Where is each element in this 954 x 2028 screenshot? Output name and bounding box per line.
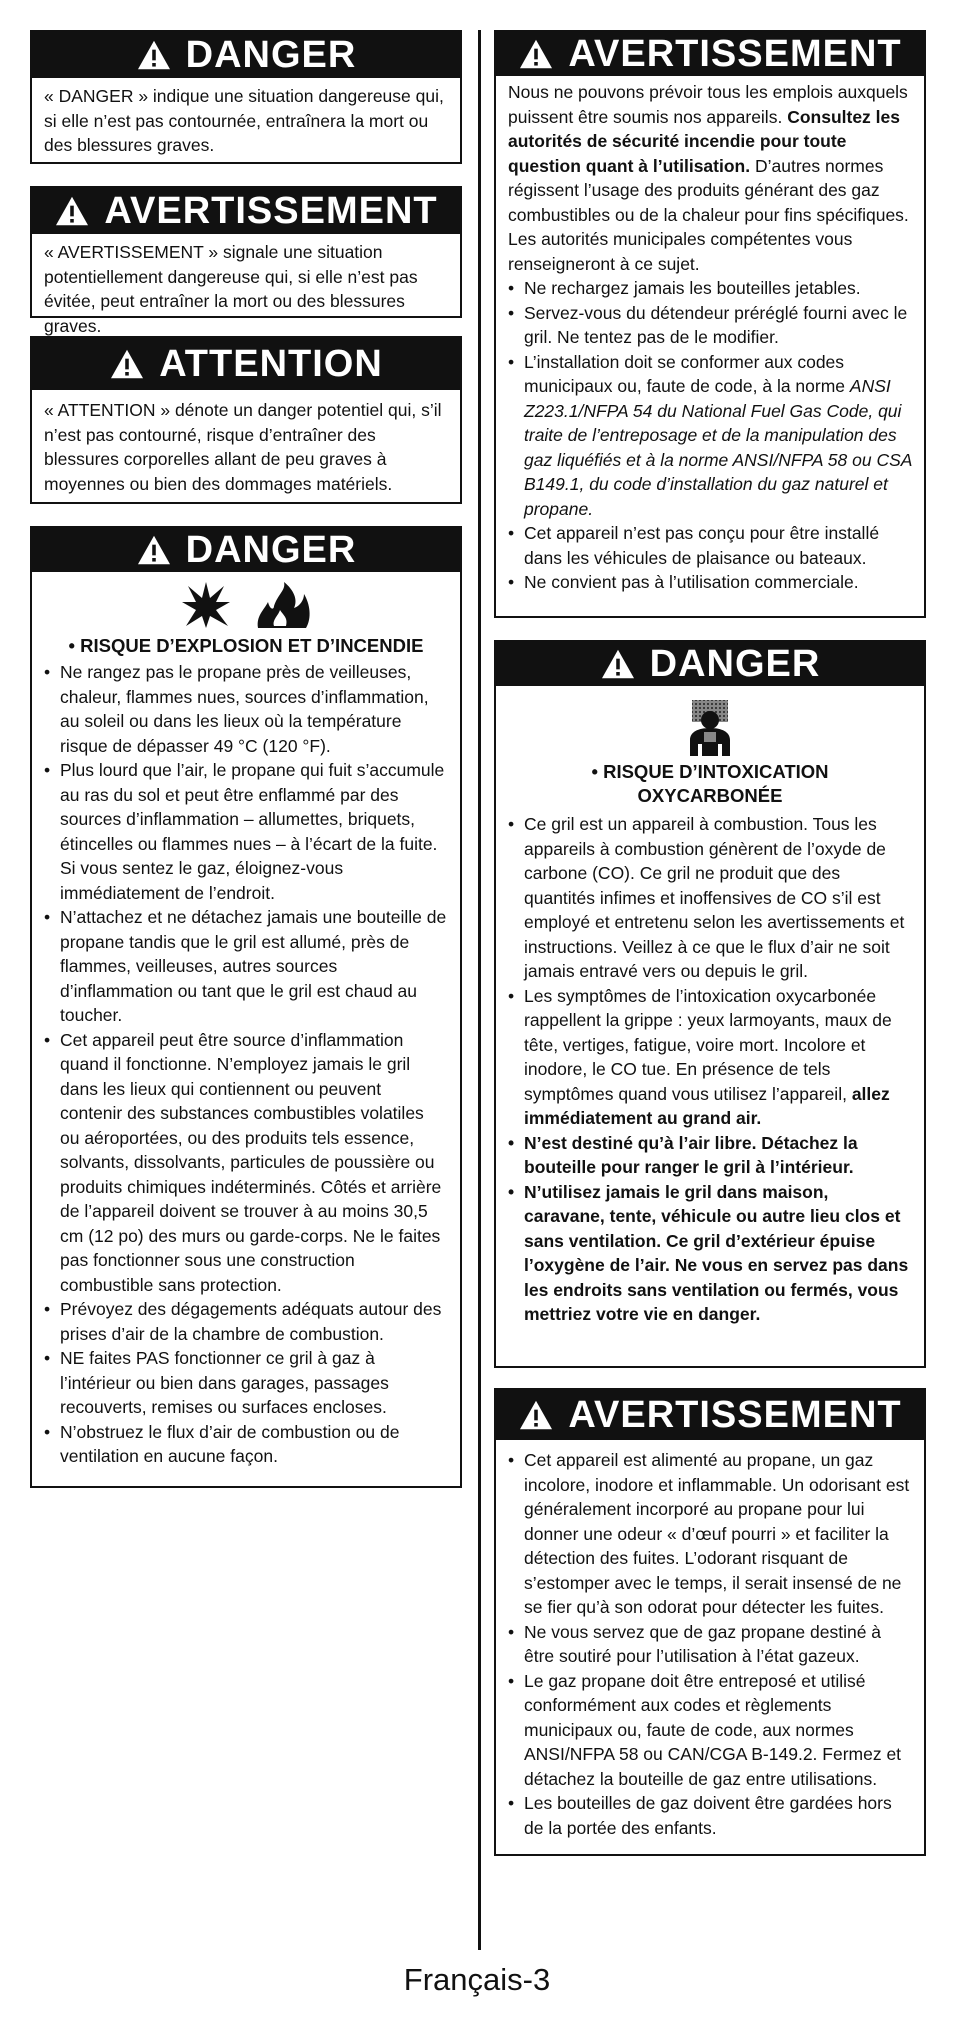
danger-title: DANGER — [649, 642, 821, 685]
danger-header — [32, 528, 460, 572]
list-item: • Ne rechargez jamais les bouteilles jetables. — [508, 276, 912, 301]
list-item: • Ne convient pas à l’utilisation commerciale. — [508, 570, 912, 595]
warning-title: AVERTISSEMENT — [568, 1393, 902, 1436]
explosion-fire-risk-heading: • RISQUE D’EXPLOSION ET D’INCENDIE — [68, 635, 424, 656]
warning-title: AVERTISSEMENT — [104, 189, 438, 232]
danger-header — [32, 32, 460, 78]
danger-title: DANGER — [185, 33, 357, 76]
danger-definition-text — [32, 78, 460, 166]
list-item: • Ne vous servez que de gaz propane destiné à être soutiré pour l’utilisation à l’état gazeux. — [508, 1620, 912, 1669]
warning-triangle-icon — [136, 534, 172, 566]
danger-title: DANGER — [185, 528, 357, 571]
list-item: • Les symptômes de l’intoxication oxycarbonée rappellent la grippe : yeux larmoyants, maux de tête, vertiges, fatigue, voire mort. Incolore et inodore, le CO tue. En présence de tels symptômes quand vous utilisez l’appareil, allez immédiatement au grand air. — [508, 984, 912, 1131]
caution-header — [32, 338, 460, 390]
carbon-monoxide-person-icon — [678, 694, 742, 758]
warning-usage-box — [494, 30, 926, 618]
hazard-icons — [32, 572, 460, 634]
warning-title: AVERTISSEMENT — [568, 32, 902, 75]
caution-title: ATTENTION — [159, 342, 383, 385]
warning-header — [496, 1390, 924, 1440]
hazard-icons — [496, 686, 924, 760]
caution-definition: « ATTENTION » dénote un danger potentiel qui, s’il n’est pas contourné, risque d’entraîner des blessures corporelles allant de peu graves à moyennes ou bien des dommages matériels. — [44, 400, 442, 494]
danger-explosion-fire-box — [30, 526, 462, 1488]
warning-notice-definition — [30, 186, 462, 336]
warning-triangle-icon — [54, 195, 90, 227]
caution-definition-text — [32, 390, 460, 504]
list-item: • NE faites PAS fonctionner ce gril à gaz à l’intérieur ou bien dans garages, passages recouverts, remises ou surfaces encloses. — [44, 1346, 448, 1420]
list-item: • Plus lourd que l’air, le propane qui fuit s’accumule au ras du sol et peut être enflammé par des sources d’inflammation – allumettes, briquets, étincelles ou flammes nues – à l’écart de la fuite. Si vous sentez le gaz, éloignez-vous immédiatement de l’endroit. — [44, 758, 448, 905]
list-item: • Les bouteilles de gaz doivent être gardées hors de la portée des enfants. — [508, 1791, 912, 1840]
warning-triangle-icon — [518, 38, 554, 70]
propane-warning-list — [496, 1440, 924, 1848]
danger-notice-definition — [30, 30, 462, 164]
warning-triangle-icon — [136, 39, 172, 71]
list-item: • N’est destiné qu’à l’air libre. Détachez la bouteille pour ranger le gril à l’intérieur. — [508, 1131, 912, 1180]
warning-triangle-icon — [109, 348, 145, 380]
warning-usage-text — [496, 76, 924, 603]
column-divider — [478, 30, 481, 1950]
explosion-fire-risk-list — [32, 658, 460, 1477]
list-item: • Cet appareil n’est pas conçu pour être installé dans les véhicules de plaisance ou bateaux. — [508, 521, 912, 570]
warning-definition-text — [32, 234, 460, 346]
list-item: • Prévoyez des dégagements adéquats autour des prises d’air de la chambre de combustion. — [44, 1297, 448, 1346]
usage-intro: Nous ne pouvons prévoir tous les emplois auxquels puissent être soumis nos appareils. Consultez les autorités de sécurité incendie pour toute question quant à l’utilisation. D’autres normes régissent l’usage des produits générant des gaz combustibles ou de la chaleur pour fins spécifiques. Les autorités municipales compétentes vous renseigneront à ce sujet. — [508, 82, 909, 274]
list-item: • Cet appareil peut être source d’inflammation quand il fonctionne. N’employez jamais le gril dans les lieux qui contiennent ou peuvent contenir des substances combustibles volatiles ou aéroportées, ou des produits tels essence, solvants, dissolvants, particules de poussière ou produits chimiques indéterminés. Côtés et arrière de l’appareil doivent se trouver à au moins 30,5 cm (12 po) des murs ou garde-corps. Ne le faites pas fonctionner sous une construction combustible sans protection. — [44, 1028, 448, 1298]
list-item: • L’installation doit se conformer aux codes municipaux ou, faute de code, à la norme ANSI Z223.1/NFPA 54 du National Fuel Gas Code, qui traite de l’entreposage et de la manipulation des gaz liquéfiés et à la norme ANSI/NFPA 58 ou CSA B149.1, du code d’installation du gaz naturel et propane. — [508, 350, 912, 522]
danger-carbon-monoxide-box — [494, 640, 926, 1368]
list-item: • N’utilisez jamais le gril dans maison, caravane, tente, véhicule ou autre lieu clos et sans ventilation. Ce gril d’extérieur épuise l’oxygène de l’air. Ne vous en servez pas dans les endroits sans ventilation ou fermés, vous mettriez votre vie en danger. — [508, 1180, 912, 1327]
list-item: • Ne rangez pas le propane près de veilleuses, chaleur, flammes nues, sources d’inflammation, au soleil ou dans les lieux où la température risque de dépasser 49 °C (120 °F). — [44, 660, 448, 758]
fire-icon — [254, 580, 312, 630]
page-label: Français-3 — [403, 1962, 551, 1997]
warning-triangle-icon — [518, 1399, 554, 1431]
danger-definition: « DANGER » indique une situation dangereuse qui, si elle n’est pas contournée, entraînera la mort ou des blessures graves. — [44, 86, 444, 155]
list-item: • Ce gril est un appareil à combustion. Tous les appareils à combustion génèrent de l’oxyde de carbone (CO). Ce gril ne produit que des quantités infimes et inoffensives de CO s’il est employé et entretenu selon les avertissements et instructions. Veillez à ce que le flux d’air ne soit jamais entravé vers ou depuis le gril. — [508, 812, 912, 984]
warning-header — [496, 32, 924, 76]
warning-header — [32, 188, 460, 234]
danger-header — [496, 642, 924, 686]
list-item: • N’obstruez le flux d’air de combustion ou de ventilation en aucune façon. — [44, 1420, 448, 1469]
explosion-icon — [180, 580, 232, 630]
warning-triangle-icon — [600, 648, 636, 680]
list-item: • Cet appareil est alimenté au propane, un gaz incolore, inodore et inflammable. Un odorisant est généralement incorporé au propane pour lui donner une odeur « d’œuf pourri » et faciliter la détection des fuites. L’odorant risquant de s’estomper avec le temps, il serait insensé de ne se fier qu’à son odorat pour détecter les fuites. — [508, 1448, 912, 1620]
co-risk-list — [496, 808, 924, 1335]
list-item: • Le gaz propane doit être entreposé et utilisé conformément aux codes et règlements municipaux ou, faute de code, aux normes ANSI/NFPA 58 ou CAN/CGA B-149.2. Fermez et détachez la bouteille de gaz entre utilisations. — [508, 1669, 912, 1792]
caution-notice-definition — [30, 336, 462, 504]
warning-propane-box — [494, 1388, 926, 1856]
co-risk-heading: • RISQUE D’INTOXICATION OXYCARBONÉE — [591, 761, 829, 806]
list-item: • N’attachez et ne détachez jamais une bouteille de propane tandis que le gril est allumé, près de flammes, veilleuses, autres sources d’inflammation ou tant que le gril est chaud au toucher. — [44, 905, 448, 1028]
warning-definition: « AVERTISSEMENT » signale une situation potentiellement dangereuse qui, si elle n’est pas évitée, peut entraîner la mort ou des blessures graves. — [44, 242, 418, 336]
list-item: • Servez-vous du détendeur préréglé fourni avec le gril. Ne tentez pas de le modifier. — [508, 301, 912, 350]
